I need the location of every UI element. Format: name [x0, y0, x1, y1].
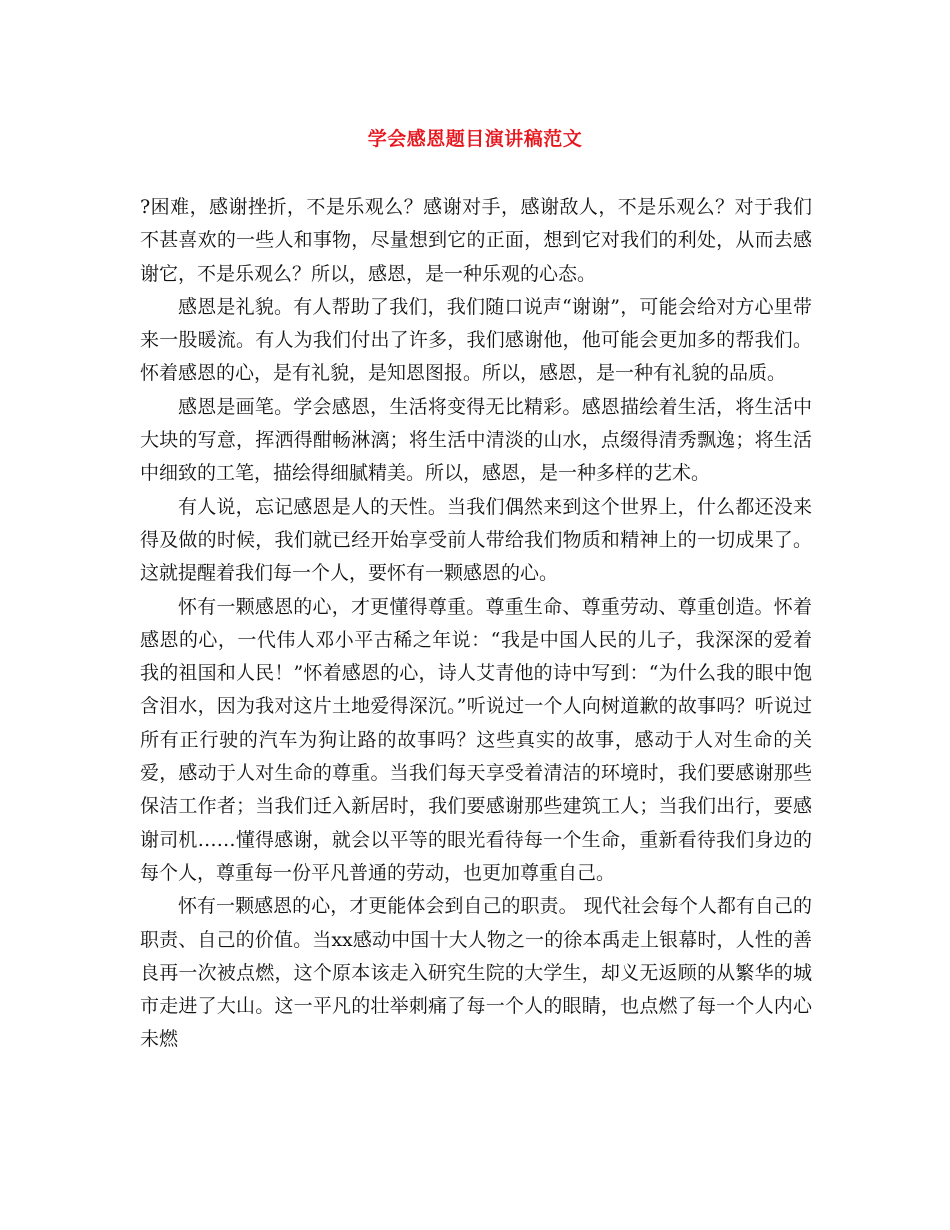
- document-body: [140, 191, 812, 1057]
- paragraph-2: 感恩是礼貌。有人帮助了我们，我们随口说声“谢谢”，可能会给对方心里带来一股暖流。有人为我们付出了许多，我们感谢他，他可能会更加多的帮我们。怀着感恩的心，是有礼貌，是知恩图报。所以，感恩，是一种有礼貌的品质。: [140, 295, 812, 385]
- paragraph-1: ?困难，感谢挫折，不是乐观么？感谢对手，感谢敌人，不是乐观么？对于我们不甚喜欢的一些人和事物，尽量想到它的正面，想到它对我们的利处，从而去感谢它，不是乐观么？所以，感恩，是一种乐观的心态。: [140, 196, 812, 285]
- document-title: 学会感恩题目演讲稿范文: [367, 128, 583, 150]
- paragraph-6: 怀有一颗感恩的心，才更能体会到自己的职责。 现代社会每个人都有自己的职责、自己的价值。当xx感动中国十大人物之一的徐本禹走上银幕时，人性的善良再一次被点燃，这个原本该走入研究生院的大学生，却义无返顾的从繁华的城市走进了大山。这一平凡的壮举刺痛了每一个人的眼睛，也点燃了每一个人内心未燃: [140, 895, 812, 1051]
- paragraph-5: 怀有一颗感恩的心，才更懂得尊重。尊重生命、尊重劳动、尊重创造。怀着感恩的心，一代伟人邓小平古稀之年说：“我是中国人民的儿子，我深深的爱着我的祖国和人民！”怀着感恩的心，诗人艾青他的诗中写到：“为什么我的眼中饱含泪水，因为我对这片土地爱得深沉。”听说过一个人向树道歉的故事吗？听说过所有正行驶的汽车为狗让路的故事吗？这些真实的故事，感动于人对生命的关爱，感动于人对生命的尊重。当我们每天享受着清洁的环境时，我们要感谢那些保洁工作者；当我们迁入新居时，我们要感谢那些建筑工人；当我们出行，要感谢司机……懂得感谢，就会以平等的眼光看待每一个生命，重新看待我们身边的每个人，尊重每一份平凡普通的劳动，也更加尊重自己。: [140, 595, 812, 884]
- paragraph-4: 有人说，忘记感恩是人的天性。当我们偶然来到这个世界上，什么都还没来得及做的时候，我们就已经开始享受前人带给我们物质和精神上的一切成果了。这就提醒着我们每一个人，要怀有一颗感恩的心。: [140, 495, 812, 585]
- paragraph-3: 感恩是画笔。学会感恩，生活将变得无比精彩。感恩描绘着生活，将生活中大块的写意，挥洒得酣畅淋漓；将生活中清淡的山水，点缀得清秀飘逸；将生活中细致的工笔，描绘得细腻精美。所以，感恩，是一种多样的艺术。: [140, 395, 812, 485]
